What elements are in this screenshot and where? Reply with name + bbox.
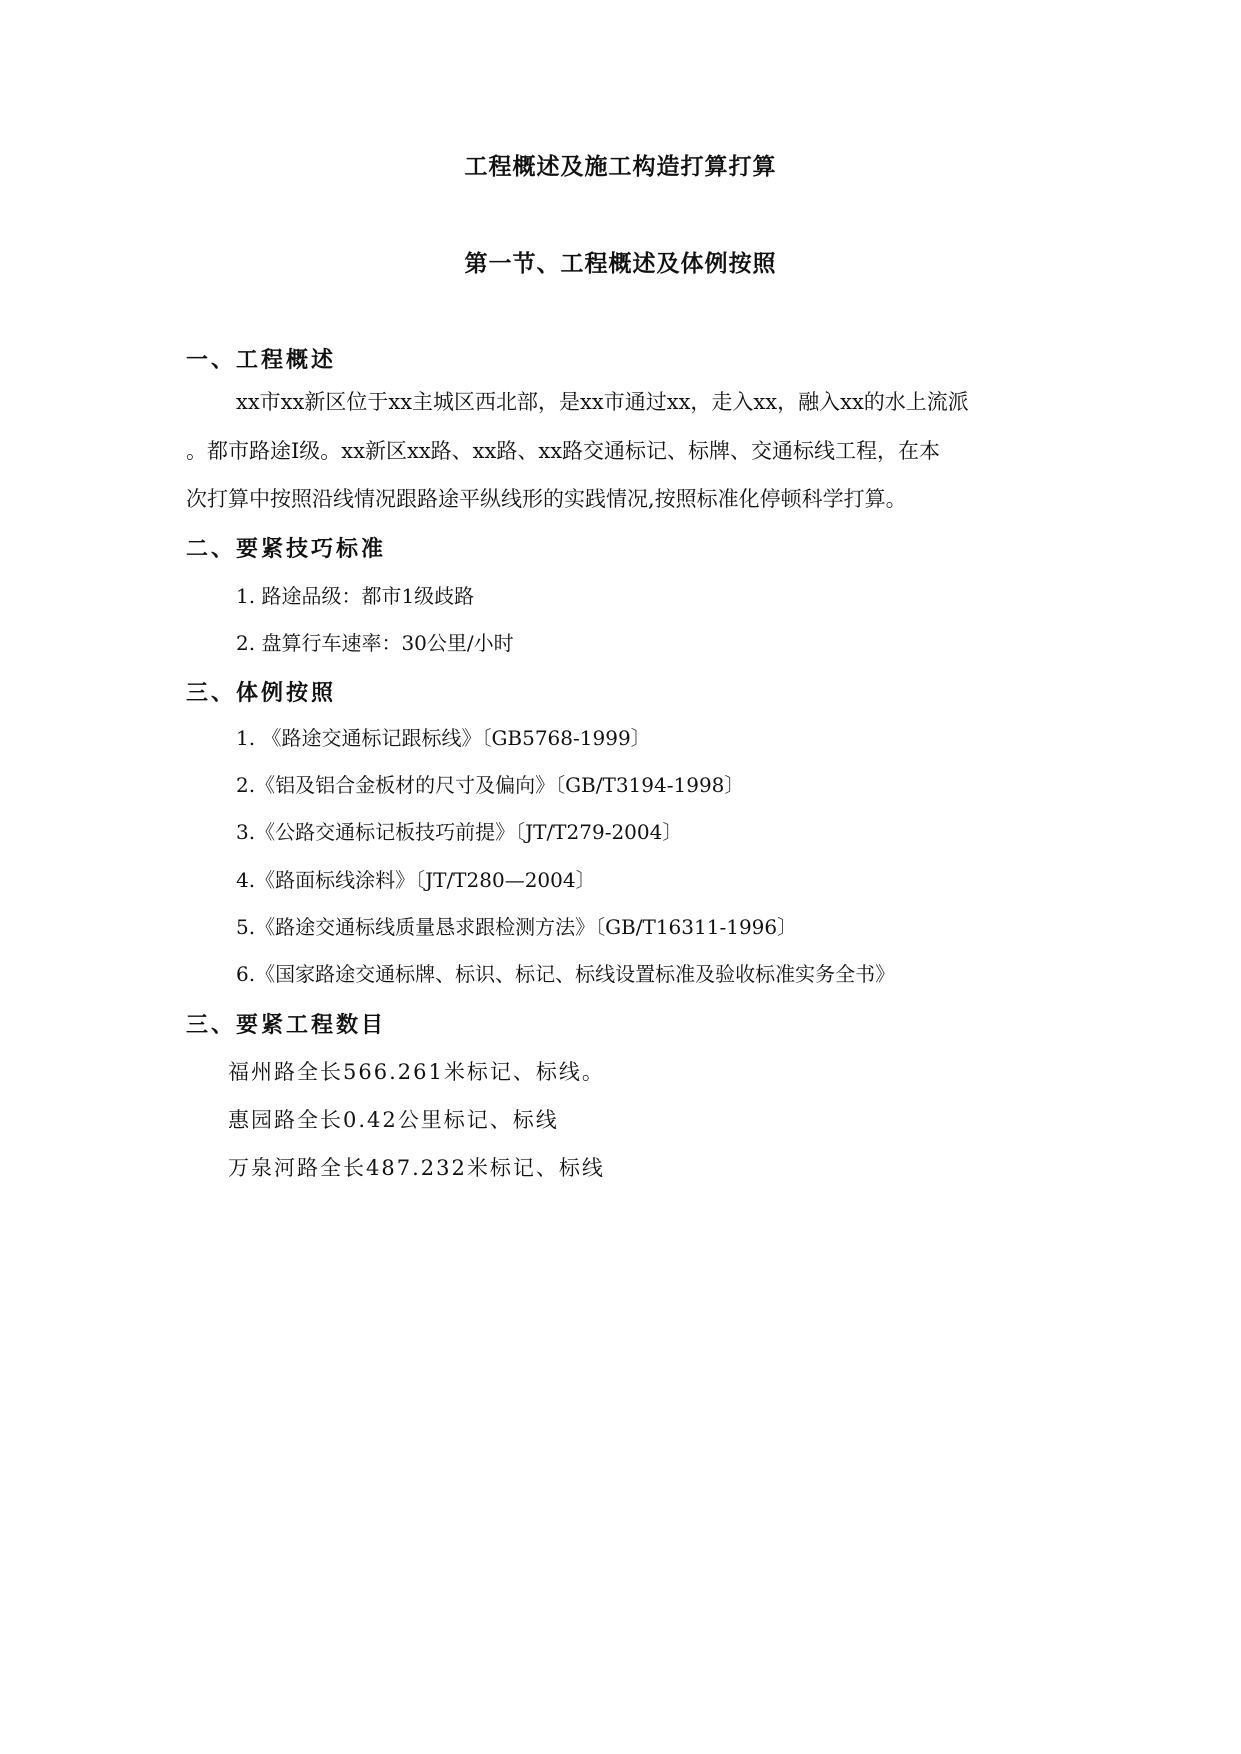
reference-item-5: 5.《路途交通标线质量恳求跟检测方法》〔GB/T16311-1996〕 xyxy=(236,915,798,939)
heading-quantities: 三、要紧工程数目 xyxy=(186,1013,387,1038)
heading-standards: 二、要紧技巧标准 xyxy=(186,537,387,562)
reference-item-4: 4.《路面标线涂料》〔JT/T280—2004〕 xyxy=(236,868,596,892)
standard-item-2: 2. 盘算行车速率：30公里/小时 xyxy=(236,631,514,655)
heading-overview: 一、工程概述 xyxy=(186,348,337,373)
standard-item-1: 1. 路途品级：都市1级歧路 xyxy=(236,584,475,608)
overview-line-3: 次打算中按照沿线情况跟路途平纵线形的实践情况,按照标准化停顿科学打算。 xyxy=(186,487,907,511)
reference-item-3: 3.《公路交通标记板技巧前提》〔JT/T279-2004〕 xyxy=(236,820,683,844)
document-title: 工程概述及施工构造打算打算 xyxy=(464,154,777,180)
quantity-item-3: 万泉河路全长487.232米标记、标线 xyxy=(228,1156,605,1180)
quantity-item-2: 惠园路全长0.42公里标记、标线 xyxy=(228,1108,559,1132)
reference-item-2: 2.《铝及铝合金板材的尺寸及偏向》〔GB/T3194-1998〕 xyxy=(236,773,745,797)
overview-line-1: xx市xx新区位于xx主城区西北部，是xx市通过xx，走入xx，融入xx的水上流派 xyxy=(236,390,969,414)
reference-item-1: 1. 《路途交通标记跟标线》〔GB5768-1999〕 xyxy=(236,726,651,750)
heading-references: 三、体例按照 xyxy=(186,681,337,706)
section-title: 第一节、工程概述及体例按照 xyxy=(464,251,777,277)
reference-item-6: 6.《国家路途交通标牌、标识、标记、标线设置标准及验收标准实务全书》 xyxy=(236,962,896,986)
overview-line-2: 。都市路途Ⅰ级。xx新区xx路、xx路、xx路交通标记、标牌、交通标线工程，在本 xyxy=(186,439,941,463)
quantity-item-1: 福州路全长566.261米标记、标线。 xyxy=(228,1060,605,1084)
